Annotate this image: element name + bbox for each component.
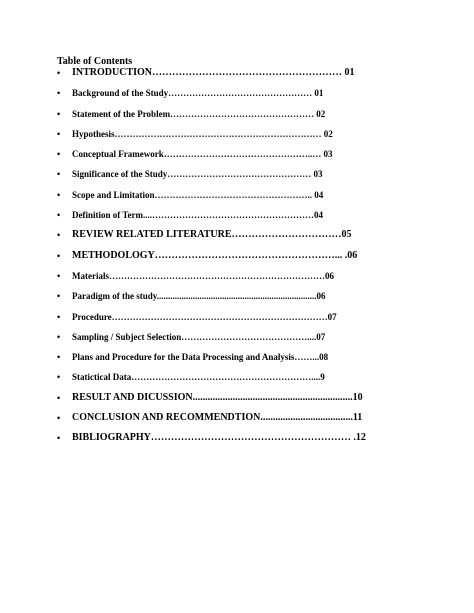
toc-entry-text: CONCLUSION AND RECOMMENDTION.....................................11 xyxy=(72,412,363,424)
bullet-icon: • xyxy=(57,88,61,99)
toc-entry-text: REVIEW RELATED LITERATURE……………………………05 xyxy=(72,229,352,241)
bullet-icon: • xyxy=(57,149,61,160)
toc-entry-text: BIBLIOGRAPHY…………………………………………………… .12 xyxy=(72,432,366,444)
bullet-icon: • xyxy=(57,291,61,302)
toc-entry-text: Procedure………………………………………………………………07 xyxy=(72,311,337,322)
toc-entry-text: Conceptual Framework…………………………………………..… 03 xyxy=(72,149,333,160)
bullet-icon: • xyxy=(57,352,61,363)
toc-entry-text: Materials………………………………………………………………06 xyxy=(72,270,334,281)
bullet-icon: • xyxy=(57,169,61,180)
bullet-icon: • xyxy=(57,372,61,383)
toc-entry-text: Hypothesis…………………………………………………………… 02 xyxy=(72,128,333,139)
toc-entry-text: Statictical Data……………………………………………………....9 xyxy=(72,372,325,383)
bullet-icon: • xyxy=(57,392,61,403)
bullet-icon: • xyxy=(57,108,61,119)
toc-entry-text: METHODOLOGY………………………………………………... .06 xyxy=(72,249,358,261)
bullet-icon: • xyxy=(57,128,61,139)
bullet-icon: • xyxy=(57,189,61,200)
toc-entry-text: Background of the Study………………………………………… 01 xyxy=(72,88,324,99)
toc-entry-text: Statement of the Problem………………………………………… 02 xyxy=(72,108,326,119)
toc-entry-text: Significance of the Study………………………………………… 03 xyxy=(72,169,323,180)
bullet-icon: • xyxy=(57,270,61,281)
toc-entry-text: INTRODUCTION………………………………………………… 01 xyxy=(72,67,355,78)
bullet-icon: • xyxy=(57,311,61,322)
toc-entry-text: RESULT AND DICUSSION................................................................10 xyxy=(72,391,363,403)
toc-entry-text: Plans and Procedure for the Data Processing and Analysis……...08 xyxy=(72,352,329,363)
toc-entry-text: Scope and Limitation…………………………………………….. 04 xyxy=(72,189,324,200)
bullet-icon: • xyxy=(57,433,61,444)
bullet-icon: • xyxy=(57,250,61,261)
toc-entry-text: Definition of Term....………………………………………………04 xyxy=(72,210,323,221)
bullet-icon: • xyxy=(57,413,61,424)
bullet-icon: • xyxy=(57,331,61,342)
toc-entry-text: Paradigm of the study.......................................................................06 xyxy=(72,291,326,302)
toc-entry-text: Sampling / Subject Selection……………………………………....07 xyxy=(72,331,326,342)
bullet-icon: • xyxy=(57,210,61,221)
bullet-icon: • xyxy=(57,230,61,241)
toc-title: Table of Contents xyxy=(57,56,133,67)
bullet-icon: • xyxy=(57,68,61,78)
